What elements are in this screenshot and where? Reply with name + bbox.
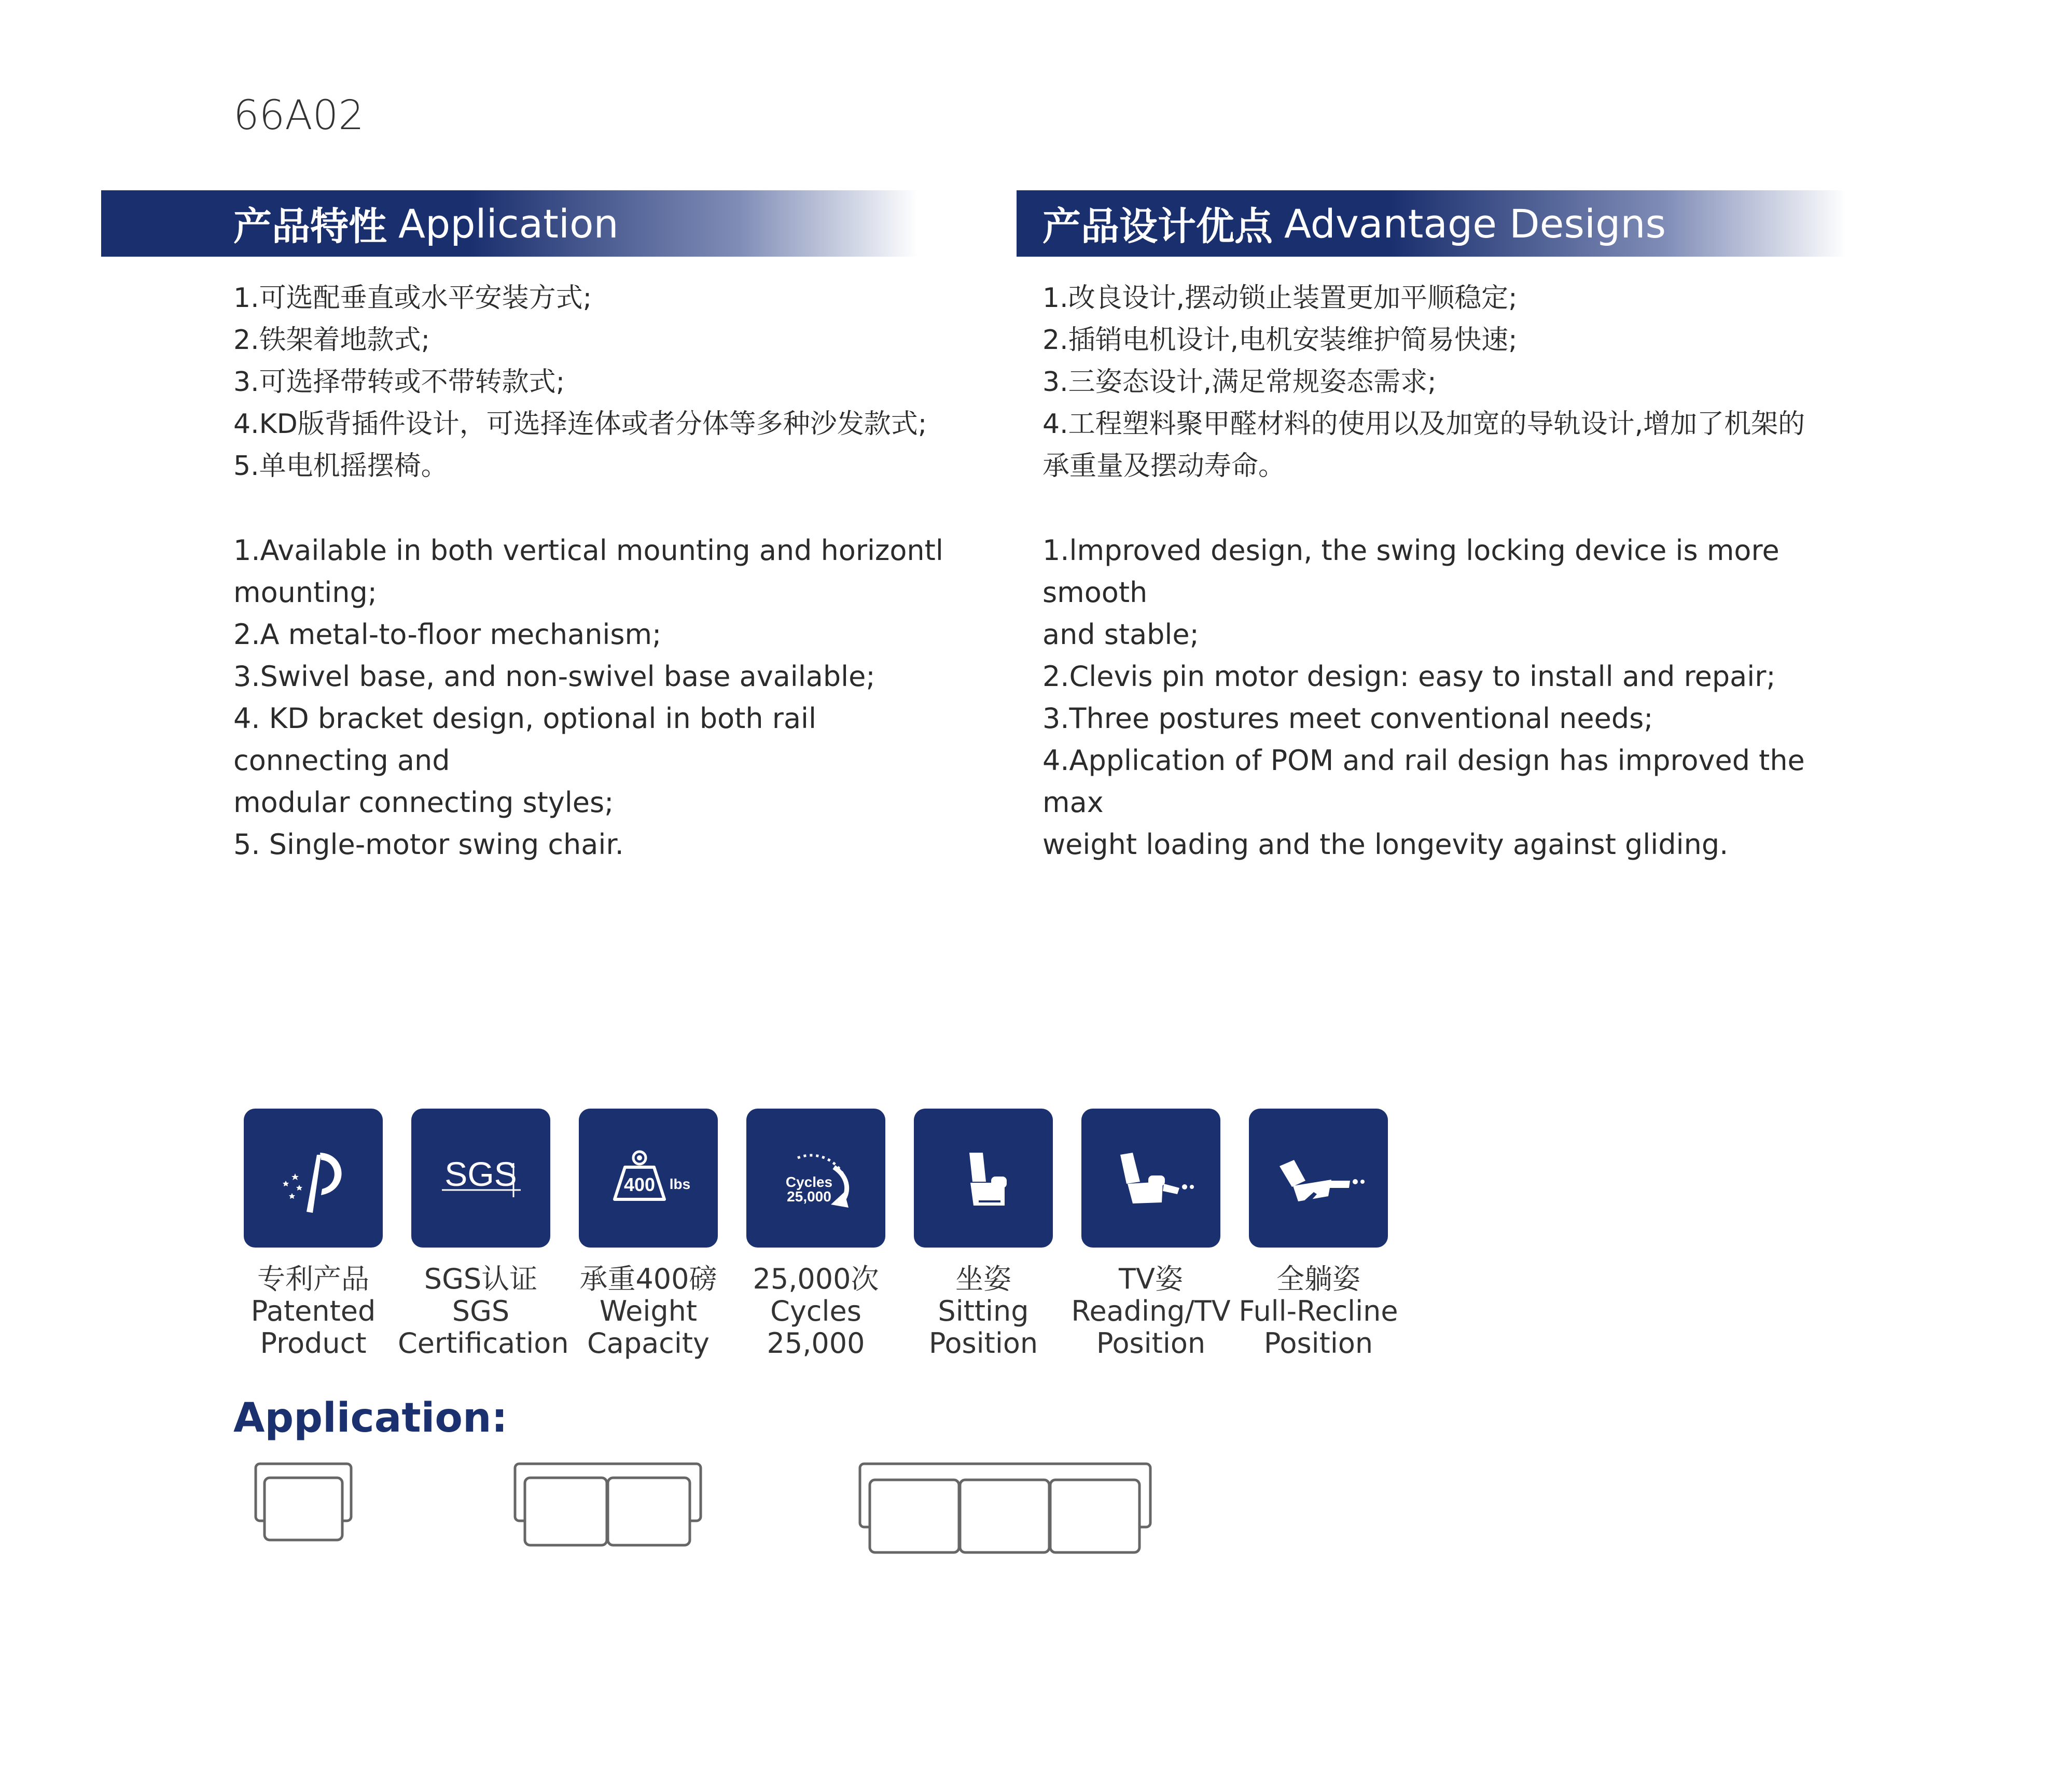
advantage-list-en [1042,529,1852,865]
caption-en: Patented [251,1295,376,1327]
patent-icon [244,1109,383,1248]
tv-recline-chair-icon [1081,1109,1220,1248]
caption-en: Full-Recline [1239,1295,1398,1327]
feature-caption [1235,1263,1401,1360]
feature-icons [244,1109,1411,1368]
list-item: 2.Clevis pin motor design: easy to install and repair; [1042,660,1776,693]
application-title-zh: 产品特性 [233,204,387,249]
caption-zh: 坐姿 [955,1263,1011,1295]
advantage-title-zh: 产品设计优点 [1042,204,1273,249]
caption-en: Product [260,1327,367,1360]
caption-zh: 全躺姿 [1276,1263,1360,1295]
list-item: 3.三姿态设计,满足常规姿态需求; [1042,367,1437,398]
caption-en: Capacity [587,1327,710,1360]
model-number: 66A02 [233,92,364,139]
list-item: 5. Single-motor swing chair. [233,828,624,861]
list-item: 3.Three postures meet conventional needs; [1042,702,1653,735]
list-item: 1.lmproved design, the swing locking device is more smooth [1042,534,1779,609]
caption-zh: 25,000次 [753,1263,879,1295]
cycles-tile-value: 25,000 [787,1188,831,1205]
three-seat-sofa-icon [858,1462,1154,1563]
single-seat-sofa-icon [254,1462,358,1547]
weight-icon [579,1109,718,1248]
feature-caption [565,1263,731,1360]
list-item: weight loading and the longevity against gliding. [1042,828,1729,861]
feature-caption [398,1263,569,1360]
weight-tile-value: 400 [623,1174,656,1195]
caption-zh: 专利产品 [257,1263,369,1295]
sgs-icon [411,1109,550,1248]
advantage-title-en: Advantage Designs [1284,200,1666,247]
caption-en: Cycles [770,1295,861,1327]
list-item: 承重量及摆动寿命。 [1042,451,1286,482]
application-heading: Application: [233,1395,508,1441]
list-item: 4.KD版背插件设计，可选择连体或者分体等多种沙发款式; [233,409,927,440]
caption-zh: 承重400磅 [579,1263,717,1295]
list-item: 4.Application of POM and rail design has improved the max [1042,744,1805,819]
caption-en: SGS [452,1295,510,1327]
application-list-en [233,529,975,865]
application-column [233,277,975,865]
application-title-en: Application [398,200,619,247]
feature-caption [733,1263,899,1360]
list-item: 1.改良设计,摆动锁止装置更加平顺稳定; [1042,283,1518,314]
list-item: 2.插销电机设计,电机安装维护简易快速; [1042,325,1518,356]
cycles-icon [746,1109,885,1248]
list-item: 1.可选配垂直或水平安装方式; [233,283,592,314]
list-item: 4. KD bracket design, optional in both rail connecting and [233,702,817,777]
caption-en: Position [1096,1327,1206,1360]
advantage-list-zh [1042,277,1852,487]
full-recline-chair-icon [1249,1109,1388,1248]
application-banner [101,190,918,257]
list-item: 2.铁架着地款式; [233,325,430,356]
feature-caption [230,1263,396,1360]
caption-en: Certification [398,1327,569,1360]
list-item: mounting; [233,576,377,609]
list-item: 2.A metal-to-floor mechanism; [233,618,662,651]
sitting-chair-icon [914,1109,1053,1248]
list-item: modular connecting styles; [233,786,614,819]
caption-en: Position [928,1327,1038,1360]
sgs-tile-text: SGS [444,1155,517,1193]
two-seat-sofa-icon [513,1462,705,1552]
list-item: 5.单电机摇摆椅。 [233,451,448,482]
list-item: and stable; [1042,618,1199,651]
caption-zh: SGS认证 [424,1263,538,1295]
feature-caption [1068,1263,1234,1360]
weight-tile-unit: lbs [669,1176,691,1192]
feature-caption [900,1263,1066,1360]
list-item: 1.Available in both vertical mounting and horizontl [233,534,943,567]
caption-en: 25,000 [767,1327,865,1360]
cycles-tile-label: Cycles [785,1174,833,1190]
caption-en: Weight [599,1295,698,1327]
caption-en: Sitting [938,1295,1029,1327]
list-item: 4.工程塑料聚甲醛材料的使用以及加宽的导轨设计,增加了机架的 [1042,409,1805,440]
caption-zh: TV姿 [1119,1263,1183,1295]
list-item: 3.Swivel base, and non-swivel base available; [233,660,875,693]
application-list-zh [233,277,975,487]
caption-en: Reading/TV [1071,1295,1231,1327]
caption-en: Position [1263,1327,1373,1360]
advantage-column [1042,277,1852,865]
advantage-banner [1017,190,1846,257]
list-item: 3.可选择带转或不带转款式; [233,367,565,398]
